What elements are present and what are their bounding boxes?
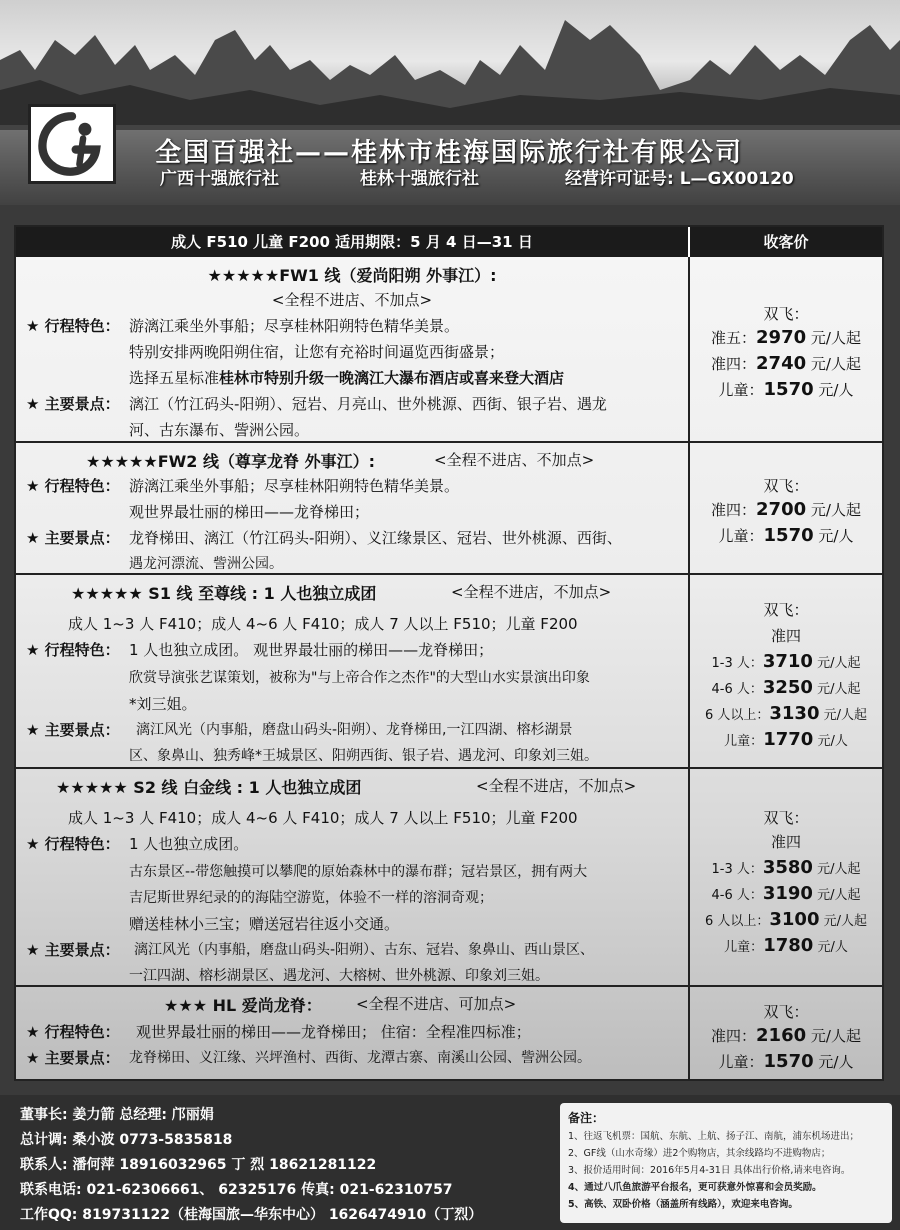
spots-line: 龙脊梯田、义江缘、兴坪渔村、西街、龙潭古寨、南溪山公园、訾洲公园。 <box>129 1050 591 1066</box>
route-title: ★★★ HL 爱尚龙脊： <box>164 996 322 1015</box>
price-row: 准四：2700 元/人起 <box>711 499 861 520</box>
route-note: <全程不进店、不加点> <box>434 451 595 469</box>
subtitle-guilin: 桂林十强旅行社 <box>360 169 479 189</box>
price-type: 双飞： <box>763 601 809 619</box>
price-row: 儿童：1780 元/人 <box>724 935 848 956</box>
group-prices: 成人 1~3 人 F410；成人 4~6 人 F410；成人 7 人以上 F510；儿童 F200 <box>68 809 578 827</box>
spots-line: 河、古东瀑布、訾洲公园。 <box>129 421 310 439</box>
price-row: 6 人以上：3130 元/人起 <box>704 703 868 724</box>
price-type: 双飞： <box>763 1003 809 1021</box>
feature-line: 游漓江乘坐外事船；尽享桂林阳朔特色精华美景。 <box>129 477 460 495</box>
license-number: 经营许可证号: L—GX00120 <box>565 169 794 189</box>
feature-line: 吉尼斯世界纪录的的海陆空游览，体验不一样的溶洞奇观； <box>129 890 493 906</box>
notes-box <box>560 1103 892 1223</box>
spots-label: ★ 主要景点： <box>26 529 120 547</box>
group-prices: 成人 1~3 人 F410；成人 4~6 人 F410；成人 7 人以上 F510；儿童 F200 <box>68 615 578 633</box>
subtitle-guangxi: 广西十强旅行社 <box>160 169 279 189</box>
dispatch-contact: 总计调: 桑小波 0773-5835818 <box>20 1132 233 1148</box>
price-row: 儿童：1770 元/人 <box>724 729 848 750</box>
header-price-column: 收客价 <box>688 227 882 257</box>
feature-line: 观世界最壮丽的梯田——龙脊梯田； 住宿：全程准四标准； <box>136 1023 531 1041</box>
spots-label: ★ 主要景点： <box>26 721 120 739</box>
route-note: <全程不进店，不加点> <box>476 777 637 795</box>
spots-line: 漓江（竹江码头-阳朔）、冠岩、月亮山、世外桃源、西街、银子岩、遇龙 <box>129 395 607 413</box>
features-label: ★ 行程特色： <box>26 641 120 659</box>
features-label: ★ 行程特色： <box>26 835 120 853</box>
price-class: 准四 <box>770 627 801 645</box>
feature-line: 游漓江乘坐外事船；尽享桂林阳朔特色精华美景。 <box>129 317 460 335</box>
header-banner <box>0 0 900 205</box>
price-row: 4-6 人：3190 元/人起 <box>711 883 861 904</box>
spots-label: ★ 主要景点： <box>26 1049 120 1067</box>
spots-line: 漓江风光（内事船，磨盘山码头-阳朔）、龙脊梯田,一江四湖、榕杉湖景 <box>136 722 573 738</box>
features-label: ★ 行程特色： <box>26 1023 120 1041</box>
price-row: 儿童：1570 元/人 <box>718 379 854 400</box>
price-row: 儿童：1570 元/人 <box>718 1051 854 1072</box>
route-note: <全程不进店、可加点> <box>356 995 517 1013</box>
feature-line: 1 人也独立成团。 观世界最壮丽的梯田——龙脊梯田； <box>129 641 494 659</box>
row-divider <box>16 441 882 443</box>
contact-persons: 联系人: 潘何萍 18916032965 丁 烈 18621281122 <box>20 1157 377 1173</box>
route-title: ★★★★★ S1 线 至尊线 : 1 人也独立成团 <box>71 584 377 603</box>
phone-fax: 联系电话: 021-62306661、 62325176 传真: 021-62310757 <box>20 1182 453 1198</box>
work-qq: 工作QQ: 819731122（桂海国旅—华东中心） 1626474910（丁烈） <box>20 1207 483 1223</box>
price-row: 1-3 人：3710 元/人起 <box>711 651 861 672</box>
feature-line: 1 人也独立成团。 <box>129 835 249 853</box>
header-validity: 成人 F510 儿童 F200 适用期限：5 月 4 日—31 日 <box>171 233 533 251</box>
feature-line: *刘三姐。 <box>129 695 197 713</box>
management-contacts: 董事长: 姜力箭 总经理: 邝丽娟 <box>20 1107 214 1123</box>
note-item: 2、GF线（山水奇缘）进2个购物店，其余线路均不进购物店； <box>568 1148 831 1159</box>
note-item: 1、往返飞机票：国航、东航、上航、扬子江、南航，浦东机场进出； <box>568 1131 860 1142</box>
table-header <box>16 227 882 257</box>
price-type: 双飞： <box>763 305 809 323</box>
price-table <box>14 225 884 1081</box>
feature-line: 特别安排两晚阳朔住宿，让您有充裕时间逼览西街盛景； <box>129 343 505 361</box>
route-note: <全程不进店、不加点> <box>271 291 433 309</box>
feature-line: 选择五星标准桂林市特别升级一晚漓江大瀑布酒店或喜来登大酒店 <box>129 369 565 387</box>
price-row: 1-3 人：3580 元/人起 <box>711 857 861 878</box>
feature-line: 古东景区--带您触摸可以攀爬的原始森林中的瀑布群；冠岩景区，拥有两大 <box>129 864 588 880</box>
price-type: 双飞： <box>763 809 809 827</box>
spots-label: ★ 主要景点： <box>26 395 120 413</box>
spots-label: ★ 主要景点： <box>26 941 120 959</box>
feature-line: 欣赏导演张艺谋策划，被称为"与上帝合作之杰作"的大型山水实景演出印象 <box>129 670 590 686</box>
price-row: 准四：2740 元/人起 <box>711 353 861 374</box>
company-title: 全国百强社——桂林市桂海国际旅行社有限公司 <box>155 138 744 168</box>
spots-line: 漓江风光（内事船，磨盘山码头-阳朔）、古东、冠岩、象鼻山、西山景区、 <box>134 942 595 958</box>
price-row: 4-6 人：3250 元/人起 <box>711 677 861 698</box>
note-item: 5、高铁、双卧价格（涵盖所有线路），欢迎来电咨询。 <box>568 1199 798 1210</box>
notes-title: 备注： <box>568 1111 605 1125</box>
spots-line: 龙脊梯田、漓江（竹江码头-阳朔）、义江缘景区、冠岩、世外桃源、西街、 <box>129 529 622 547</box>
row-divider <box>16 985 882 987</box>
route-title: ★★★★★FW1 线（爱尚阳朔 外事江）: <box>207 266 497 285</box>
features-label: ★ 行程特色： <box>26 477 120 495</box>
feature-line: 赠送桂林小三宝；赠送冠岩往返小交通。 <box>129 915 400 933</box>
row-divider <box>16 767 882 769</box>
price-type: 双飞： <box>763 477 809 495</box>
price-row: 准四：2160 元/人起 <box>711 1025 861 1046</box>
price-row: 儿童：1570 元/人 <box>718 525 854 546</box>
route-note: <全程不进店，不加点> <box>451 583 612 601</box>
price-row: 准五：2970 元/人起 <box>711 327 861 348</box>
row-divider <box>16 573 882 575</box>
features-label: ★ 行程特色： <box>26 317 120 335</box>
price-row: 6 人以上：3100 元/人起 <box>704 909 868 930</box>
price-class: 准四 <box>770 833 801 851</box>
route-title: ★★★★★FW2 线（尊享龙脊 外事江）: <box>86 452 375 471</box>
feature-line: 观世界最壮丽的梯田——龙脊梯田； <box>129 503 370 521</box>
spots-line: 遇龙河漂流、訾洲公园。 <box>129 556 283 572</box>
spots-line: 区、象鼻山、独秀峰*王城景区、阳朔西街、银子岩、遇龙河、印象刘三姐。 <box>129 748 598 764</box>
spots-line: 一江四湖、榕杉湖景区、遇龙河、大榕树、世外桃源、印象刘三姐。 <box>129 968 549 984</box>
route-title: ★★★★★ S2 线 白金线 : 1 人也独立成团 <box>56 778 362 797</box>
company-logo <box>28 104 116 184</box>
note-item: 4、通过八爪鱼旅游平台报名，更可获意外惊喜和会员奖励。 <box>568 1182 822 1193</box>
note-item: 3、报价适用时间：2016年5月4-31日 具体出行价格,请来电咨询。 <box>568 1165 851 1176</box>
